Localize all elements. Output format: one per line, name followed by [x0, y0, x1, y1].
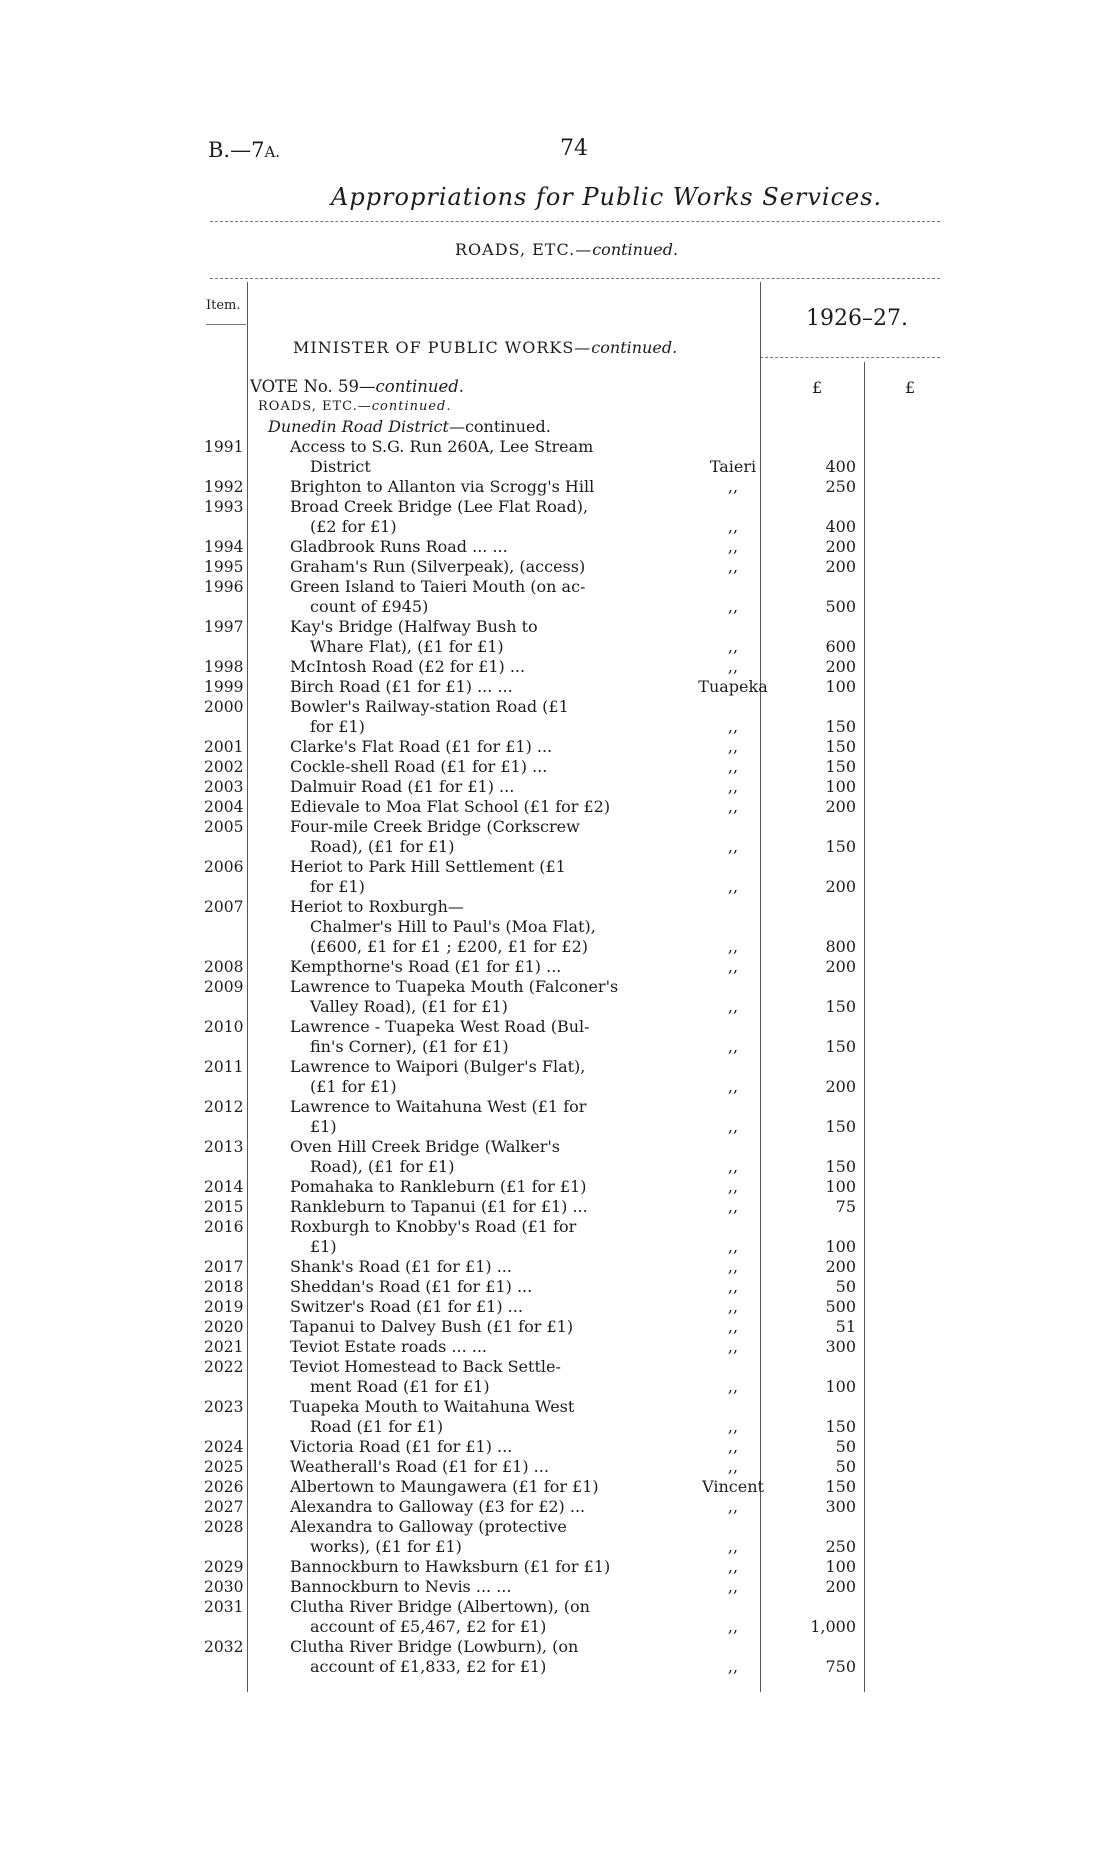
item-number: 2018 — [204, 1278, 244, 1296]
district-cell: ,, — [727, 1297, 739, 1316]
amount-column-divider — [864, 362, 865, 1692]
item-number: 2014 — [204, 1178, 244, 1196]
description-line: Clutha River Bridge (Albertown), (on — [290, 1597, 590, 1616]
district-cell: ,, — [727, 637, 739, 656]
table-top-rule — [210, 278, 940, 279]
amount-cell: 200 — [825, 537, 856, 556]
amount-cell: 150 — [825, 737, 856, 756]
vote-heading — [250, 377, 464, 397]
pound-symbol-total: £ — [905, 378, 916, 397]
item-description — [290, 1217, 635, 1257]
item-description — [290, 477, 635, 497]
description-line: Bannockburn to Hawksburn (£1 for £1) — [290, 1557, 611, 1576]
item-description — [290, 817, 635, 857]
item-description — [290, 557, 635, 577]
title-rule — [210, 221, 940, 222]
amount-cell: 100 — [825, 1377, 856, 1396]
amount-cell: 150 — [825, 1037, 856, 1056]
description-line: works), (£1 for £1) — [310, 1537, 462, 1556]
item-number: 2028 — [204, 1518, 244, 1536]
description-line: Sheddan's Road (£1 for £1) ... — [290, 1277, 533, 1296]
description-line: Chalmer's Hill to Paul's (Moa Flat), — [310, 917, 596, 936]
district-cell: ,, — [727, 937, 739, 956]
description-line: Oven Hill Creek Bridge (Walker's — [290, 1137, 560, 1156]
amount-cell: 150 — [825, 1157, 856, 1176]
description-line: Tuapeka Mouth to Waitahuna West — [290, 1397, 575, 1416]
item-description — [290, 537, 635, 557]
description-line: Weatherall's Road (£1 for £1) ... — [290, 1457, 549, 1476]
description-line: Teviot Estate roads ... ... — [290, 1337, 488, 1356]
item-description — [290, 1317, 635, 1337]
district-cell: ,, — [727, 1337, 739, 1356]
district-cell: ,, — [727, 1177, 739, 1196]
amount-cell: 200 — [825, 1257, 856, 1276]
item-number: 1995 — [204, 558, 244, 576]
description-line: Tapanui to Dalvey Bush (£1 for £1) — [290, 1317, 574, 1336]
amount-cell: 200 — [825, 1577, 856, 1596]
district-cell: ,, — [727, 757, 739, 776]
item-description — [290, 1577, 635, 1597]
amount-cell: 100 — [825, 777, 856, 796]
description-line: Kempthorne's Road (£1 for £1) ... — [290, 957, 562, 976]
description-line: Pomahaka to Rankleburn (£1 for £1) — [290, 1177, 587, 1196]
amount-cell: 300 — [825, 1497, 856, 1516]
item-number: 2016 — [204, 1218, 244, 1236]
district-cell: ,, — [727, 657, 739, 676]
district-cell: ,, — [727, 1417, 739, 1436]
vote-continued: continued. — [375, 377, 465, 396]
district-cell: ,, — [727, 1157, 739, 1176]
item-number: 1997 — [204, 618, 244, 636]
item-description — [290, 1557, 635, 1577]
amount-cell: 300 — [825, 1337, 856, 1356]
district-cell: ,, — [727, 797, 739, 816]
item-number: 1999 — [204, 678, 244, 696]
year-header-rule — [760, 357, 940, 358]
district-cell: ,, — [727, 517, 739, 536]
amount-cell: 1,000 — [810, 1617, 856, 1636]
item-number: 2006 — [204, 858, 244, 876]
item-description — [290, 577, 635, 617]
description-line: Road), (£1 for £1) — [310, 837, 455, 856]
item-number: 2025 — [204, 1458, 244, 1476]
item-number: 2026 — [204, 1478, 244, 1496]
district-cell: Vincent — [702, 1477, 764, 1496]
vote-number: VOTE No. 59— — [250, 377, 376, 396]
amount-cell: 200 — [825, 657, 856, 676]
item-description — [290, 1257, 635, 1277]
item-description — [290, 497, 635, 537]
item-description — [290, 1457, 635, 1477]
amount-cell: 600 — [825, 637, 856, 656]
subsection-heading — [258, 397, 452, 417]
item-header-rule — [206, 324, 246, 325]
description-line: Kay's Bridge (Halfway Bush to — [290, 617, 538, 636]
page-number: 74 — [560, 136, 588, 161]
description-line: Lawrence to Tuapeka Mouth (Falconer's — [290, 977, 619, 996]
district-cell: ,, — [727, 1257, 739, 1276]
district-cell: ,, — [727, 1317, 739, 1336]
item-description — [290, 957, 635, 977]
amount-cell: 250 — [825, 1537, 856, 1556]
item-number: 1998 — [204, 658, 244, 676]
description-line: Roxburgh to Knobby's Road (£1 for — [290, 1217, 577, 1236]
description-line: Whare Flat), (£1 for £1) — [310, 637, 504, 656]
item-number: 2013 — [204, 1138, 244, 1156]
amount-cell: 150 — [825, 1417, 856, 1436]
amount-cell: 50 — [835, 1457, 856, 1476]
item-description — [290, 617, 635, 657]
district-cell: Tuapeka — [698, 677, 768, 696]
item-description — [290, 857, 635, 897]
district-cell: ,, — [727, 1577, 739, 1596]
description-line: Clarke's Flat Road (£1 for £1) ... — [290, 737, 553, 756]
item-description — [290, 737, 635, 757]
district-cell: ,, — [727, 1497, 739, 1516]
item-number: 1991 — [204, 438, 244, 456]
item-description — [290, 1337, 635, 1357]
description-line: Victoria Road (£1 for £1) ... — [290, 1437, 513, 1456]
item-number: 2011 — [204, 1058, 244, 1076]
description-line: Edievale to Moa Flat School (£1 for £2) — [290, 797, 611, 816]
description-line: District — [310, 457, 371, 476]
minister-heading — [293, 338, 677, 357]
amount-cell: 150 — [825, 1477, 856, 1496]
amount-cell: 100 — [825, 1557, 856, 1576]
item-number: 2017 — [204, 1258, 244, 1276]
district-cell: ,, — [727, 1277, 739, 1296]
district-cell: ,, — [727, 1377, 739, 1396]
minister-continued: continued. — [591, 338, 678, 357]
subsection-name: ROADS, ETC.— — [258, 399, 372, 414]
amount-cell: 200 — [825, 557, 856, 576]
description-line: count of £945) — [310, 597, 429, 616]
district-cell: ,, — [727, 1537, 739, 1556]
item-number: 2012 — [204, 1098, 244, 1116]
description-line: Cockle-shell Road (£1 for £1) ... — [290, 757, 548, 776]
item-description — [290, 1017, 635, 1057]
district-cell: ,, — [727, 557, 739, 576]
description-line: Lawrence to Waipori (Bulger's Flat), — [290, 1057, 586, 1076]
district-cell: ,, — [727, 1457, 739, 1476]
description-line: Lawrence to Waitahuna West (£1 for — [290, 1097, 587, 1116]
item-number: 2022 — [204, 1358, 244, 1376]
description-line: account of £5,467, £2 for £1) — [310, 1617, 547, 1636]
district-cell: ,, — [727, 1437, 739, 1456]
document-reference — [208, 138, 280, 162]
ref-prefix: B.—7 — [208, 138, 265, 162]
description-line: Gladbrook Runs Road ... ... — [290, 537, 508, 556]
description-line: Clutha River Bridge (Lowburn), (on — [290, 1637, 579, 1656]
description-line: for £1) — [310, 717, 365, 736]
item-column-header: Item. — [206, 298, 241, 313]
item-number: 2021 — [204, 1338, 244, 1356]
description-line: Albertown to Maungawera (£1 for £1) — [290, 1477, 599, 1496]
year-header: 1926–27. — [806, 306, 908, 331]
description-line: Alexandra to Galloway (protective — [290, 1517, 567, 1536]
amount-cell: 100 — [825, 1177, 856, 1196]
district-cell: ,, — [727, 877, 739, 896]
district-cell: ,, — [727, 1557, 739, 1576]
item-number: 2004 — [204, 798, 244, 816]
section-name: ROADS, ETC.— — [455, 240, 593, 259]
item-column-divider — [247, 282, 248, 1692]
description-line: ment Road (£1 for £1) — [310, 1377, 490, 1396]
item-description — [290, 1137, 635, 1177]
district-continued: continued. — [464, 417, 551, 436]
item-description — [290, 1397, 635, 1437]
page-title: Appropriations for Public Works Services. — [331, 183, 883, 211]
description-line: Four-mile Creek Bridge (Corkscrew — [290, 817, 580, 836]
amount-cell: 200 — [825, 877, 856, 896]
amount-cell: 100 — [825, 1237, 856, 1256]
item-number: 2032 — [204, 1638, 244, 1656]
item-description — [290, 1497, 635, 1517]
item-number: 1996 — [204, 578, 244, 596]
amount-cell: 800 — [825, 937, 856, 956]
subsection-continued: continued. — [371, 399, 452, 414]
item-number: 2023 — [204, 1398, 244, 1416]
district-cell: ,, — [727, 1657, 739, 1676]
district-cell: ,, — [727, 477, 739, 496]
description-line: account of £1,833, £2 for £1) — [310, 1657, 547, 1676]
amount-cell: 50 — [835, 1437, 856, 1456]
item-number: 2030 — [204, 1578, 244, 1596]
item-number: 2010 — [204, 1018, 244, 1036]
amount-cell: 500 — [825, 1297, 856, 1316]
district-cell: ,, — [727, 837, 739, 856]
amount-cell: 750 — [825, 1657, 856, 1676]
description-line: Lawrence - Tuapeka West Road (Bul- — [290, 1017, 590, 1036]
description-line: Switzer's Road (£1 for £1) ... — [290, 1297, 523, 1316]
description-line: Shank's Road (£1 for £1) ... — [290, 1257, 512, 1276]
district-cell: ,, — [727, 1037, 739, 1056]
district-cell: ,, — [727, 537, 739, 556]
item-number: 2003 — [204, 778, 244, 796]
item-description — [290, 437, 635, 477]
amount-cell: 51 — [835, 1317, 856, 1336]
item-description — [290, 897, 635, 957]
item-description — [290, 1357, 635, 1397]
district-cell: ,, — [727, 1237, 739, 1256]
district-name: Dunedin Road District— — [268, 417, 465, 436]
description-line: for £1) — [310, 877, 365, 896]
amount-cell: 200 — [825, 957, 856, 976]
item-description — [290, 797, 635, 817]
description-line: £1) — [310, 1117, 337, 1136]
amount-cell: 50 — [835, 1277, 856, 1296]
minister-name: MINISTER OF PUBLIC WORKS— — [293, 338, 592, 357]
description-line: (£600, £1 for £1 ; £200, £1 for £2) — [310, 937, 589, 956]
item-description — [290, 697, 635, 737]
item-description — [290, 1297, 635, 1317]
item-number: 2020 — [204, 1318, 244, 1336]
item-description — [290, 1477, 635, 1497]
description-line: Broad Creek Bridge (Lee Flat Road), — [290, 497, 589, 516]
description-line: Rankleburn to Tapanui (£1 for £1) ... — [290, 1197, 588, 1216]
description-line: Valley Road), (£1 for £1) — [310, 997, 508, 1016]
item-description — [290, 657, 635, 677]
district-cell: Taieri — [709, 457, 757, 476]
item-description — [290, 977, 635, 1017]
item-description — [290, 1637, 635, 1677]
description-line: £1) — [310, 1237, 337, 1256]
item-number: 2005 — [204, 818, 244, 836]
item-number: 2024 — [204, 1438, 244, 1456]
district-cell: ,, — [727, 777, 739, 796]
district-cell: ,, — [727, 997, 739, 1016]
description-line: Dalmuir Road (£1 for £1) ... — [290, 777, 515, 796]
amount-cell: 500 — [825, 597, 856, 616]
item-number: 1994 — [204, 538, 244, 556]
district-cell: ,, — [727, 717, 739, 736]
description-line: Birch Road (£1 for £1) ... ... — [290, 677, 513, 696]
item-description — [290, 1057, 635, 1097]
item-description — [290, 1597, 635, 1637]
amount-cell: 150 — [825, 1117, 856, 1136]
item-number: 2029 — [204, 1558, 244, 1576]
description-line: Bannockburn to Nevis ... ... — [290, 1577, 512, 1596]
description-line: Teviot Homestead to Back Settle- — [290, 1357, 561, 1376]
district-cell: ,, — [727, 1197, 739, 1216]
item-number: 1992 — [204, 478, 244, 496]
item-description — [290, 1177, 635, 1197]
amount-cell: 100 — [825, 677, 856, 696]
description-line: Alexandra to Galloway (£3 for £2) ... — [290, 1497, 586, 1516]
item-number: 2007 — [204, 898, 244, 916]
item-number: 2027 — [204, 1498, 244, 1516]
description-line: Green Island to Taieri Mouth (on ac- — [290, 577, 586, 596]
amount-cell: 400 — [825, 517, 856, 536]
item-description — [290, 1517, 635, 1557]
description-line: (£2 for £1) — [310, 517, 397, 536]
description-line: McIntosh Road (£2 for £1) ... — [290, 657, 526, 676]
description-line: Brighton to Allanton via Scrogg's Hill — [290, 477, 595, 496]
amount-cell: 200 — [825, 1077, 856, 1096]
amount-cell: 150 — [825, 837, 856, 856]
ref-suffix: A. — [264, 143, 281, 161]
item-number: 2002 — [204, 758, 244, 776]
description-line: Heriot to Park Hill Settlement (£1 — [290, 857, 566, 876]
description-line: (£1 for £1) — [310, 1077, 397, 1096]
amount-cell: 400 — [825, 457, 856, 476]
item-description — [290, 677, 635, 697]
item-number: 2000 — [204, 698, 244, 716]
item-description — [290, 1097, 635, 1137]
section-continued: continued. — [592, 240, 679, 259]
item-description — [290, 1437, 635, 1457]
amount-cell: 250 — [825, 477, 856, 496]
amount-cell: 150 — [825, 717, 856, 736]
description-line: Heriot to Roxburgh— — [290, 897, 464, 916]
amount-cell: 150 — [825, 757, 856, 776]
amount-cell: 75 — [835, 1197, 856, 1216]
item-description — [290, 1197, 635, 1217]
description-line: Access to S.G. Run 260A, Lee Stream — [290, 437, 594, 456]
district-cell: ,, — [727, 737, 739, 756]
district-cell: ,, — [727, 1077, 739, 1096]
district-heading — [268, 417, 551, 437]
item-number: 2001 — [204, 738, 244, 756]
description-line: Graham's Run (Silverpeak), (access) — [290, 557, 586, 576]
description-line: fin's Corner), (£1 for £1) — [310, 1037, 509, 1056]
item-description — [290, 1277, 635, 1297]
item-number: 2015 — [204, 1198, 244, 1216]
item-number: 2019 — [204, 1298, 244, 1316]
pound-symbol-amount: £ — [812, 378, 823, 397]
item-number: 2009 — [204, 978, 244, 996]
amount-cell: 200 — [825, 797, 856, 816]
description-line: Road), (£1 for £1) — [310, 1157, 455, 1176]
amount-cell: 150 — [825, 997, 856, 1016]
item-number: 2008 — [204, 958, 244, 976]
district-cell: ,, — [727, 957, 739, 976]
item-number: 2031 — [204, 1598, 244, 1616]
description-line: Bowler's Railway-station Road (£1 — [290, 697, 569, 716]
item-description — [290, 757, 635, 777]
district-cell: ,, — [727, 1617, 739, 1636]
description-line: Road (£1 for £1) — [310, 1417, 444, 1436]
item-number: 1993 — [204, 498, 244, 516]
district-cell: ,, — [727, 1117, 739, 1136]
item-description — [290, 777, 635, 797]
district-cell: ,, — [727, 597, 739, 616]
section-heading — [455, 240, 678, 259]
